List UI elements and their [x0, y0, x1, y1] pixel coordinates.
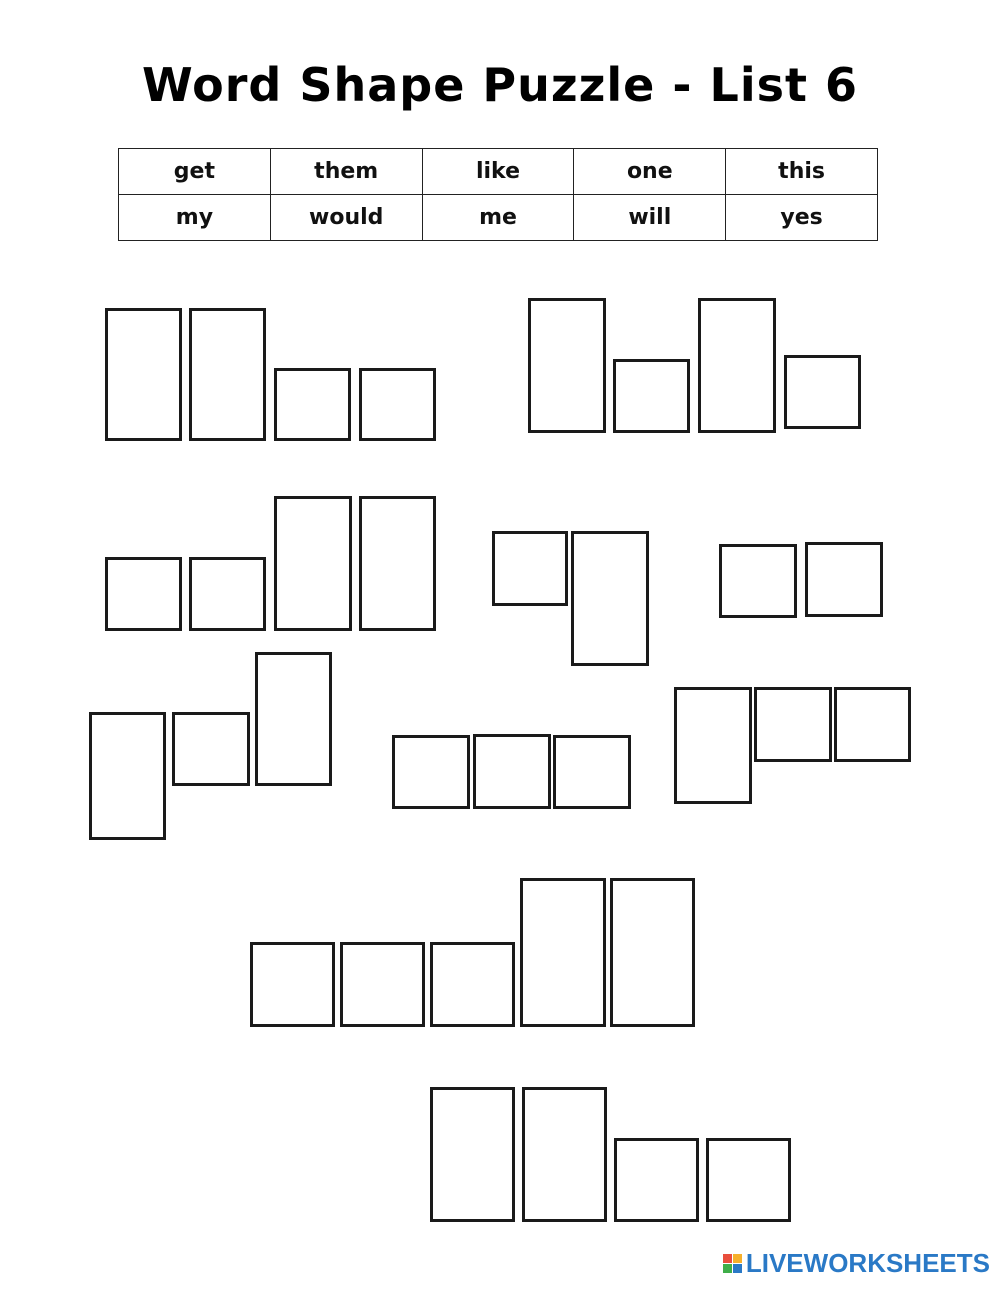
- letter-box[interactable]: [805, 542, 883, 617]
- logo-icon: [723, 1254, 742, 1273]
- logo-square-icon: [733, 1254, 742, 1263]
- word-bank-cell: this: [726, 149, 878, 195]
- letter-box[interactable]: [359, 496, 436, 631]
- letter-box[interactable]: [706, 1138, 791, 1222]
- word-bank-row: [119, 195, 878, 241]
- letter-box[interactable]: [255, 652, 332, 786]
- letter-box[interactable]: [610, 878, 695, 1027]
- letter-box[interactable]: [784, 355, 861, 429]
- letter-box[interactable]: [250, 942, 335, 1027]
- letter-box[interactable]: [674, 687, 752, 804]
- letter-box[interactable]: [189, 308, 266, 441]
- letter-box[interactable]: [613, 359, 690, 433]
- logo-text: LIVEWORKSHEETS: [745, 1248, 990, 1278]
- letter-box[interactable]: [359, 368, 436, 441]
- letter-box[interactable]: [430, 942, 515, 1027]
- word-bank-cell: like: [422, 149, 574, 195]
- word-bank-cell: get: [119, 149, 271, 195]
- word-bank-cell: them: [270, 149, 422, 195]
- letter-box[interactable]: [553, 735, 631, 809]
- page-title: Word Shape Puzzle - List 6: [142, 58, 858, 112]
- letter-box[interactable]: [392, 735, 470, 809]
- word-bank-cell: one: [574, 149, 726, 195]
- letter-box[interactable]: [274, 496, 352, 631]
- word-bank-cell: would: [270, 195, 422, 241]
- letter-box[interactable]: [522, 1087, 607, 1222]
- word-bank-table: [118, 148, 878, 241]
- letter-box[interactable]: [89, 712, 166, 840]
- logo-square-icon: [723, 1264, 732, 1273]
- logo-square-icon: [723, 1254, 732, 1263]
- letter-box[interactable]: [698, 298, 776, 433]
- letter-box[interactable]: [189, 557, 266, 631]
- word-bank-cell: me: [422, 195, 574, 241]
- letter-box[interactable]: [754, 687, 832, 762]
- letter-box[interactable]: [172, 712, 250, 786]
- letter-box[interactable]: [473, 734, 551, 809]
- logo-square-icon: [733, 1264, 742, 1273]
- letter-box[interactable]: [340, 942, 425, 1027]
- liveworksheets-logo[interactable]: [723, 1248, 990, 1279]
- word-bank-row: [119, 149, 878, 195]
- letter-box[interactable]: [105, 557, 182, 631]
- word-bank-cell: will: [574, 195, 726, 241]
- letter-box[interactable]: [719, 544, 797, 618]
- word-bank-cell: my: [119, 195, 271, 241]
- letter-box[interactable]: [528, 298, 606, 433]
- word-bank-cell: yes: [726, 195, 878, 241]
- letter-box[interactable]: [834, 687, 911, 762]
- letter-box[interactable]: [492, 531, 568, 606]
- letter-box[interactable]: [105, 308, 182, 441]
- letter-box[interactable]: [571, 531, 649, 666]
- letter-box[interactable]: [430, 1087, 515, 1222]
- letter-box[interactable]: [520, 878, 606, 1027]
- letter-box[interactable]: [614, 1138, 699, 1222]
- letter-box[interactable]: [274, 368, 351, 441]
